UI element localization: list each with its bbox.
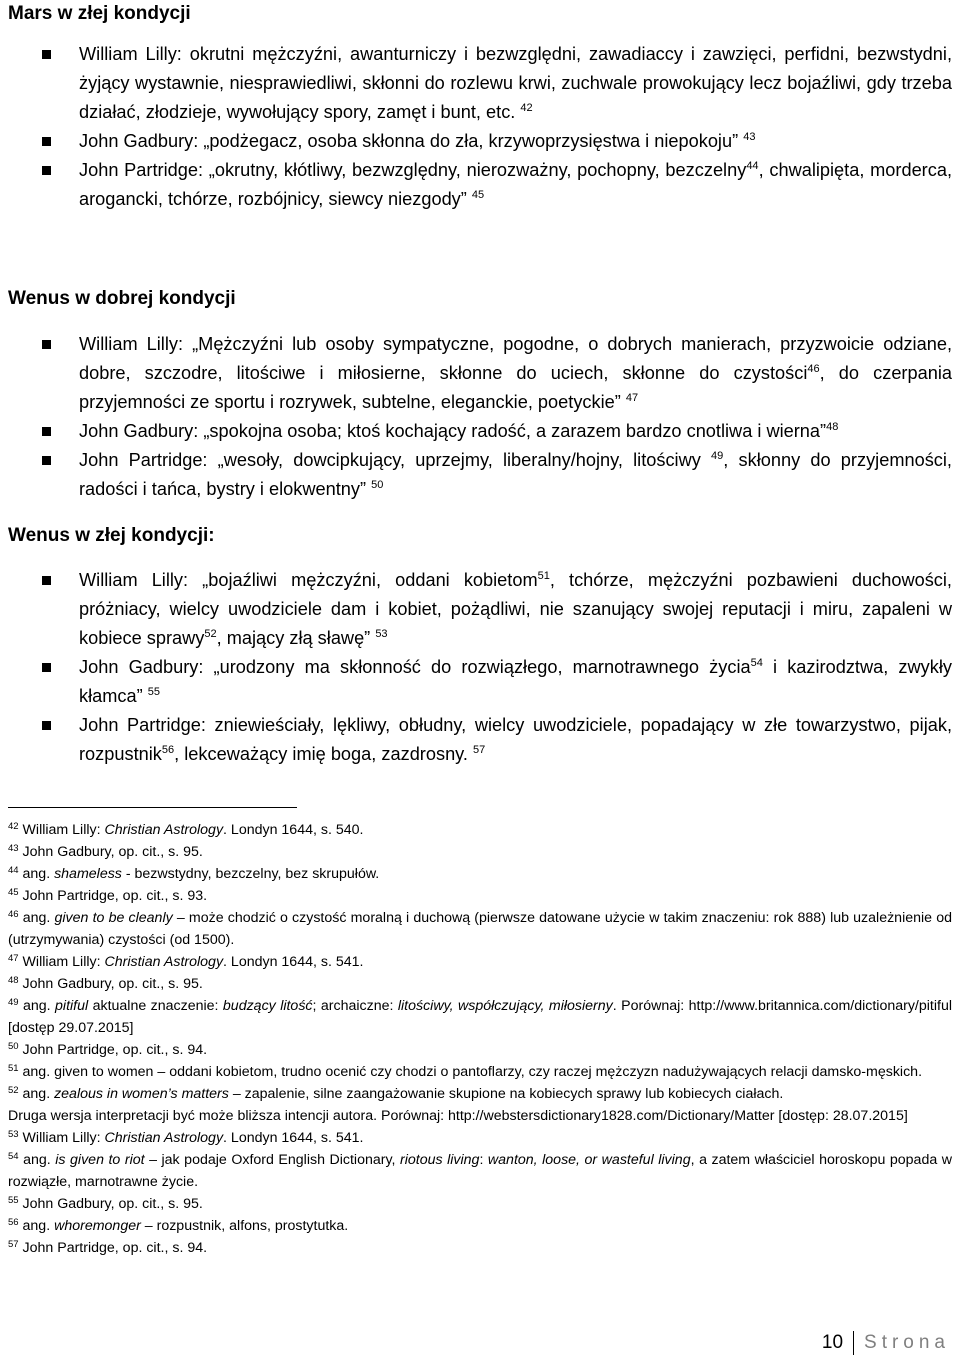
footnote-ref: 51 xyxy=(537,570,550,582)
list-item: John Gadbury: „urodzony ma skłonność do rozwiązłego, marnotrawnego życia$^{54}$ i kazirodztwa, zwykły kłamca” $^{55}$ xyxy=(0,653,960,711)
footnote: $^{45}$ John Partridge, op. cit., s. 93. xyxy=(8,887,208,904)
bullet-square-icon xyxy=(42,166,51,175)
section-heading-venus-good: Wenus w dobrej kondycji xyxy=(8,288,236,309)
bullet-square-icon xyxy=(42,340,51,349)
bullet-square-icon xyxy=(42,427,51,436)
footnote-ref: 57 xyxy=(473,744,486,756)
footnote-ref: 46 xyxy=(807,363,820,375)
page-footer xyxy=(822,1331,950,1355)
footnote-ref: 55 xyxy=(147,686,160,698)
footnotes xyxy=(8,819,952,1259)
section-heading-mars-bad: Mars w złej kondycji xyxy=(8,3,191,24)
footnote: $^{42}$ William Lilly: Christian Astrology. Londyn 1644, s. 540. xyxy=(8,821,364,838)
footnote-ref: 56 xyxy=(161,744,175,756)
list-item: John Partridge: zniewieściały, lękliwy, obłudny, wielcy uwodziciele, popadający w złe towarzystwo, pijak, rozpustnik$^{56}$, lekceważący imię boga, zazdrosny. $^{57}$ xyxy=(0,711,960,769)
footnote: $^{51}$ ang. given to women – oddani kobietom, trudno ocenić czy chodzi o pantoflarzy, czy raczej mężczyzn nadużywających relacji damsko-męskich. xyxy=(8,1063,923,1080)
footnote: $^{50}$ John Partridge, op. cit., s. 94. xyxy=(8,1041,208,1058)
footnote-ref: 45 xyxy=(471,189,485,201)
section-heading-venus-bad: Wenus w złej kondycji: xyxy=(8,525,215,546)
list-item: John Partridge: „wesoły, dowcipkujący, uprzejmy, liberalny/hojny, litościwy $^{49}$, skłonny do przyjemności, radości i tańca, bystry i elokwentny” $^{50}$ xyxy=(0,446,960,504)
list-item: John Gadbury: „spokojna osoba; ktoś kochający radość, a zarazem bardzo cnotliwa i wierna”$^{48}$ xyxy=(0,417,960,446)
footnote: $^{56}$ ang. whoremonger – rozpustnik, alfons, prostytutka. xyxy=(8,1217,349,1234)
list-item: John Gadbury: „podżegacz, osoba skłonna do zła, krzywoprzysięstwa i niepokoju” $^{43}$ xyxy=(0,127,960,156)
footnote-ref: 44 xyxy=(746,160,759,172)
footnote: $^{43}$ John Gadbury, op. cit., s. 95. xyxy=(8,843,203,860)
footnote: $^{47}$ William Lilly: Christian Astrology. Londyn 1644, s. 541. xyxy=(8,953,364,970)
footnote-ref: 50 xyxy=(371,479,384,491)
footnote-ref: 54 xyxy=(750,657,763,669)
footnote: $^{46}$ ang. given to be cleanly – może chodzić o czystość moralną i duchową (pierwsze datowane użycie w takim znaczeniu: rok 888) lub uzależnienie od (utrzymywania) czystości (od 1500). xyxy=(8,909,952,948)
bullet-square-icon xyxy=(42,137,51,146)
list-item: William Lilly: „Mężczyźni lub osoby sympatyczne, pogodne, o dobrych manierach, przyzwoicie odziane, dobre, szczodre, litościwe i miłosierne, skłonne do uciech, skłonne do czystości$^{46}$, do czerpania przyjemności ze sportu i rozrywek, subtelne, eleganckie, poetyckie” $^{47}$ xyxy=(0,330,960,417)
bullet-square-icon xyxy=(42,663,51,672)
footnote-separator xyxy=(8,807,297,808)
bullet-square-icon xyxy=(42,50,51,59)
footnote-ref: 53 xyxy=(375,628,388,640)
list-item: John Partridge: „okrutny, kłótliwy, bezwzględny, nierozważny, pochopny, bezczelny$^{44}$, chwalipięta, morderca, arogancki, tchórze, rozbójnicy, siewcy niezgody” $^{45}$ xyxy=(0,156,960,214)
footnote-ref: 52 xyxy=(204,628,217,640)
footnote-ref: 47 xyxy=(625,392,639,404)
list-item: William Lilly: okrutni mężczyźni, awanturniczy i bezwzględni, zawadiaccy i zawzięci, perfidni, bezwstydni, żyjący wystawnie, niesprawiedliwi, skłonni do rozlewu krwi, zuchwale prowokujący lecz bojaźliwi, gdy trzeba działać, złodzieje, wywołujący spory, zamęt i bunt, etc. $^{42}$ xyxy=(0,40,960,127)
bullet-square-icon xyxy=(42,576,51,585)
bullet-list-mars-bad xyxy=(0,40,960,214)
footnote-ref: 43 xyxy=(743,131,756,143)
bullet-list-venus-bad xyxy=(0,566,960,769)
bullet-square-icon xyxy=(42,456,51,465)
footnote: $^{54}$ ang. is given to riot – jak podaje Oxford English Dictionary, riotous living: wanton, loose, or wasteful living, a zatem właściciel horoskopu popada w rozwiązłe, marnotrawne życie. xyxy=(8,1151,953,1190)
footnote: $^{48}$ John Gadbury, op. cit., s. 95. xyxy=(8,975,203,992)
footnote: $^{52}$ ang. zealous in women’s matters – zapalenie, silne zaangażowanie skupione na kobiecych sprawy lub kobiecych ciałach. Druga wersja interpretacji być może bliższa intencji autora. Porównaj: http://webstersdictionary1828.com/Dictionary/Matter [dostęp: 28.07.2015] xyxy=(8,1085,908,1124)
footer-divider xyxy=(853,1331,854,1355)
footnote: $^{55}$ John Gadbury, op. cit., s. 95. xyxy=(8,1195,203,1212)
page-label: Strona xyxy=(864,1332,950,1353)
footnote-ref: 49 xyxy=(711,450,724,462)
footnote-ref: 42 xyxy=(520,102,533,114)
footnote: $^{53}$ William Lilly: Christian Astrology. Londyn 1644, s. 541. xyxy=(8,1129,364,1146)
footnote: $^{44}$ ang. shameless - bezwstydny, bezczelny, bez skrupułów. xyxy=(8,865,380,882)
bullet-list-venus-good xyxy=(0,330,960,504)
bullet-square-icon xyxy=(42,721,51,730)
page-number: 10 xyxy=(821,1332,844,1353)
footnote: $^{49}$ ang. pitiful aktualne znaczenie: budzący litość; archaiczne: litościwy, współczujący, miłosierny. Porównaj: http://www.britannica.com/dictionary/pitiful [dostęp 29.07.2015] xyxy=(8,997,952,1036)
footnote: $^{57}$ John Partridge, op. cit., s. 94. xyxy=(8,1239,208,1256)
footnote-ref: 48 xyxy=(826,421,839,433)
list-item: William Lilly: „bojaźliwi mężczyźni, oddani kobietom$^{51}$, tchórze, mężczyźni pozbawieni duchowości, próżniacy, wielcy uwodziciele dam i kobiet, pożądliwi, nie szanujący swojej reputacji i miru, zapaleni w kobiece sprawy$^{52}$, mający złą sławę” $^{53}$ xyxy=(0,566,960,653)
